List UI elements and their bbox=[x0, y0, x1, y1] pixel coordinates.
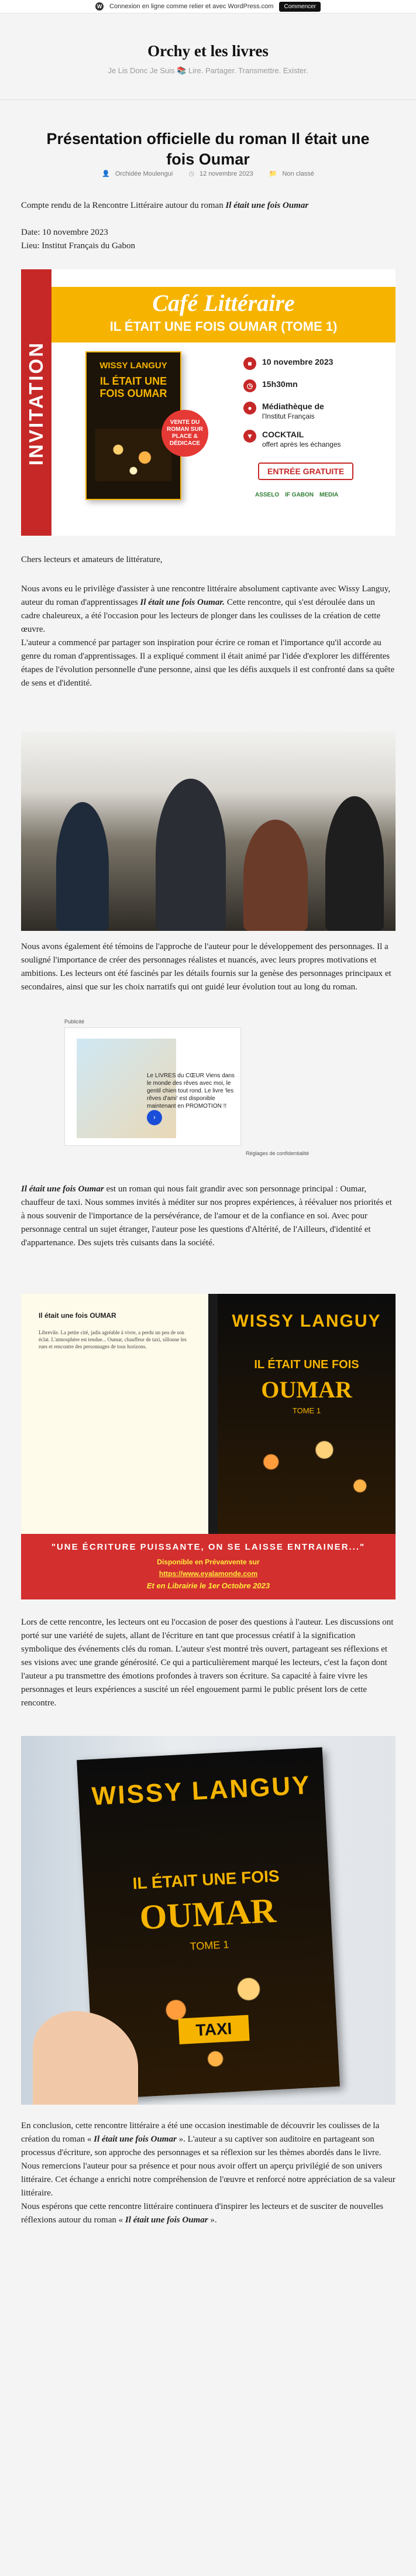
intro-book-title: Il était une fois Oumar bbox=[225, 201, 309, 210]
book-spine bbox=[208, 1294, 218, 1534]
paragraph-2-text-b: Cette rencontre, qui s'est déroulée dans un cadre chaleureux, a été l'occasion pour les lecteurs de plonger dans les coulisses de la création de cette œuvre. bbox=[21, 598, 381, 634]
cover-title-line: IL ÉTAIT UNE FOIS bbox=[254, 1358, 359, 1371]
partner-logo-1: ASSELO bbox=[255, 492, 280, 498]
site-description: Je Lis Donc Je Suis 📚 Lire. Partager. Transmettre. Exister. bbox=[108, 66, 308, 75]
free-entry-label: ENTRÉE GRATUITE bbox=[258, 463, 353, 480]
site-title[interactable]: Orchy et les livres bbox=[147, 42, 269, 60]
paragraph-6-text: Lors de cette rencontre, les lecteurs ont eu l'occasion de poser des questions à l'auteur. Les discussions ont porté sur une variété de sujets, allant de l'écriture en tant que processus créatif à la signification symbolique des événements clés du roman. L'auteur s'est montré très ouvert, partageant ses réflexions et ses visions avec une grande générosité. Ce qui a particulièrement marqué les lecteurs, c'est la façon dont l'auteur a pu transmettre des émotions profondes à travers son écriture. Sa capacité à faire vivre les personnages et leurs expériences a suscité un réel engouement parmi le public présent lors de cette rencontre. bbox=[21, 1618, 394, 1708]
location-icon: ● bbox=[243, 402, 256, 415]
partner-logo-2: IF GABON bbox=[285, 492, 314, 498]
clock-icon: ◷ bbox=[188, 170, 194, 177]
ad-label: Publicité bbox=[64, 1019, 85, 1025]
cover-availability: Disponible en Prévanvente sur bbox=[157, 1558, 260, 1566]
cover-title: OUMAR bbox=[261, 1376, 352, 1403]
cover-tome: TOME 1 bbox=[292, 1406, 321, 1415]
book-author: WISSY LANGUY bbox=[99, 361, 167, 371]
event-place-2: l'Institut Français bbox=[262, 412, 315, 420]
paragraph-5-text: est un roman qui nous fait grandir avec son personnage principal : Oumar, chauffeur de taxi. Nous sommes invités à méditer sur nos propres expériences, à réévaluer nos priorités et à nous souvenir de l'importance de la persévérance, de l'amour et de la confiance en soi. Avec pour personnage central un sujet étranger, l'auteur pose les questions d'Altérité, de l'Ailleurs, d'identité et d'appartenance. Des sujets très cuisants dans la société. bbox=[21, 1184, 392, 1248]
paragraph-7-text-b: ». L'auteur a su captiver son auditoire en partageant son processus d'écriture, son approche des personnages et sa réflexion sur les thèmes abordés dans le livre. bbox=[21, 2135, 381, 2157]
post-date[interactable] bbox=[185, 170, 256, 177]
hand-book-line: IL ÉTAIT UNE FOIS bbox=[132, 1866, 280, 1893]
get-started-button[interactable]: Commencer bbox=[279, 2, 320, 12]
back-cover-text: Librevile. La petite cité, jadis agréable à vivre, a perdu un peu de son éclat. L'atmosphère est tendue... Oumar, chauffeur de taxi, sillonne les rues et rencontre des personnages de tous horizons. bbox=[39, 1330, 187, 1349]
hand-book-taxi-sign: TAXI bbox=[178, 2015, 249, 2044]
paragraph-3-text: L'auteur a commencé par partager son inspiration pour écrire ce roman et l'importance qu'il accorde au genre du roman d'apprentissages. Il a expliqué comment il était animé par l'idée d'explorer les différentes étapes de l'évolution personnelle d'une personne, ainsi que les défis auxquels il est confronté dans sa quête de sens et d'identité. bbox=[21, 638, 395, 688]
sale-badge: VENTE DU ROMAN SUR PLACE & DÉDICACE bbox=[161, 410, 208, 457]
book-cover-image bbox=[21, 1294, 396, 1599]
paragraph-2 bbox=[21, 583, 396, 690]
book-cover-art bbox=[95, 429, 171, 481]
paragraph-8-text: Nous remercions l'auteur pour sa présence et pour nous avoir offert un aperçu privilégié de son univers littéraire. Cet échange a enrichi notre compréhension de l'œuvre et renforcé notre appréciation de sa valeur littéraire. bbox=[21, 2161, 396, 2198]
hand-book-author: WISSY LANGUY bbox=[91, 1770, 312, 1811]
calendar-icon: ■ bbox=[243, 357, 256, 370]
book-back-cover bbox=[21, 1294, 208, 1534]
paragraph-2-book-title: Il était une fois Oumar. bbox=[140, 598, 225, 607]
paragraph-5 bbox=[21, 1183, 396, 1250]
post-author[interactable] bbox=[98, 170, 176, 177]
paragraph-9-text-b: ». bbox=[208, 2215, 217, 2225]
category-text[interactable]: Non classé bbox=[282, 170, 314, 177]
cover-link[interactable]: https://www.eyalamonde.com bbox=[159, 1570, 258, 1578]
post-category[interactable] bbox=[266, 170, 318, 177]
author-name[interactable]: Orchidée Moulengui bbox=[115, 170, 173, 177]
date-text[interactable]: 12 novembre 2023 bbox=[199, 170, 253, 177]
arrow-right-icon[interactable]: › bbox=[147, 1110, 162, 1125]
event-photo bbox=[21, 732, 396, 931]
event-date: 10 novembre 2023 bbox=[262, 357, 334, 366]
book-title: IL ÉTAIT UNE FOIS OUMAR bbox=[99, 375, 167, 399]
paragraph-2-text-a: Nous avons eu le privilège d'assister à une rencontre littéraire absolument captivante avec Wissy Languy, auteur du roman d'apprentissages bbox=[21, 584, 391, 607]
paragraph-7-text-a: En conclusion, cette rencontre littéraire a été une occasion inestimable de découvrir les coulisses de la création du roman « bbox=[21, 2121, 380, 2144]
paragraph-6 bbox=[21, 1616, 396, 1710]
post-meta bbox=[0, 170, 416, 177]
paragraph-9-text-a: Nous espérons que cette rencontre littéraire continuera d'inspirer les lecteurs et de susciter de nouvelles réflexions autour du roman « bbox=[21, 2202, 384, 2225]
book-in-hand-photo bbox=[21, 1736, 396, 2105]
cocktail-sub: offert après les échanges bbox=[262, 440, 341, 448]
privacy-settings-link[interactable]: Réglages de confidentialité bbox=[246, 1150, 310, 1156]
invitation-side-text: INVITATION bbox=[25, 341, 47, 466]
wordpress-bar bbox=[0, 0, 416, 13]
photo-person-2 bbox=[156, 779, 226, 931]
photo-person-1 bbox=[56, 802, 109, 931]
advertisement[interactable] bbox=[64, 1027, 241, 1146]
partner-logo-3: MEDIA bbox=[319, 492, 339, 498]
site-header bbox=[0, 42, 416, 76]
invitation-side-band bbox=[21, 269, 51, 536]
cover-author: WISSY LANGUY bbox=[232, 1311, 381, 1331]
paragraph-1-text: Chers lecteurs et amateurs de littérature, bbox=[21, 555, 163, 564]
hand-book-title: OUMAR bbox=[138, 1890, 277, 1937]
event-time: 15h30mn bbox=[262, 379, 298, 389]
wordpress-bar-text: Connexion en ligne comme relier et avec WordPress.com bbox=[109, 3, 274, 10]
wordpress-icon: W bbox=[95, 2, 104, 11]
invitation-heading: Café Littéraire bbox=[152, 290, 295, 316]
cover-quote: "UNE ÉCRITURE PUISSANTE, ON SE LAISSE ENTRAINER..." bbox=[51, 1542, 366, 1552]
cocktail-icon: ▼ bbox=[243, 430, 256, 443]
ad-text[interactable]: Le LIVRES du CŒUR Viens dans le monde des rêves avec moi, le gentil chien tout rond. Le livre 'les rêves d'ami' est disponible maintenant en PROMOTION !! bbox=[147, 1073, 235, 1109]
invitation-image bbox=[21, 269, 396, 536]
paragraph-9-book-title: Il était une fois Oumar bbox=[125, 2215, 208, 2225]
intro-paragraph bbox=[21, 199, 396, 213]
intro-text: Compte rendu de la Rencontre Littéraire autour du roman bbox=[21, 201, 226, 210]
event-place-1: Médiathèque de bbox=[262, 402, 324, 411]
paragraph-4 bbox=[21, 940, 396, 994]
cover-banner bbox=[21, 1534, 396, 1599]
partner-logos bbox=[255, 492, 338, 498]
back-cover-title: Il était une fois OUMAR bbox=[39, 1311, 116, 1320]
paragraph-5-book-title: Il était une fois Oumar bbox=[21, 1184, 104, 1194]
hand-book-tome: TOME 1 bbox=[190, 1938, 229, 1952]
paragraph-1 bbox=[21, 553, 396, 567]
clock-icon: ◷ bbox=[243, 379, 256, 392]
user-icon: 👤 bbox=[102, 170, 110, 177]
invitation-subheading: IL ÉTAIT UNE FOIS OUMAR (TOME 1) bbox=[109, 319, 338, 334]
photo-person-4 bbox=[325, 796, 384, 931]
cocktail-label: COCKTAIL bbox=[262, 430, 304, 439]
photo-person-3 bbox=[243, 820, 308, 931]
date-line: Date: 10 novembre 2023 bbox=[21, 228, 108, 237]
invitation-info bbox=[243, 357, 390, 458]
cover-release: Et en Librairie le 1er Octobre 2023 bbox=[146, 1581, 270, 1590]
folder-icon: 📁 bbox=[269, 170, 277, 177]
paragraph-7 bbox=[21, 2119, 396, 2227]
post-title: Présentation officielle du roman Il était une fois Oumar bbox=[46, 130, 370, 169]
book-front-cover bbox=[218, 1294, 396, 1534]
paragraph-4-text: Nous avons également été témoins de l'approche de l'auteur pour le développement des personnages. Il a souligné l'importance de créer des personnages réalistes et nuancés, avec leurs propres motivations et ambitions. Les lecteurs ont été fascinés par les détails fournis sur la genèse des personnages principaux et secondaires, ainsi que sur les choix narratifs qui ont guidé leur évolution tout au long du roman. bbox=[21, 942, 391, 992]
paragraph-7-book-title: Il était une fois Oumar bbox=[94, 2135, 177, 2144]
place-line: Lieu: Institut Français du Gabon bbox=[21, 241, 135, 251]
date-paragraph bbox=[21, 226, 396, 253]
